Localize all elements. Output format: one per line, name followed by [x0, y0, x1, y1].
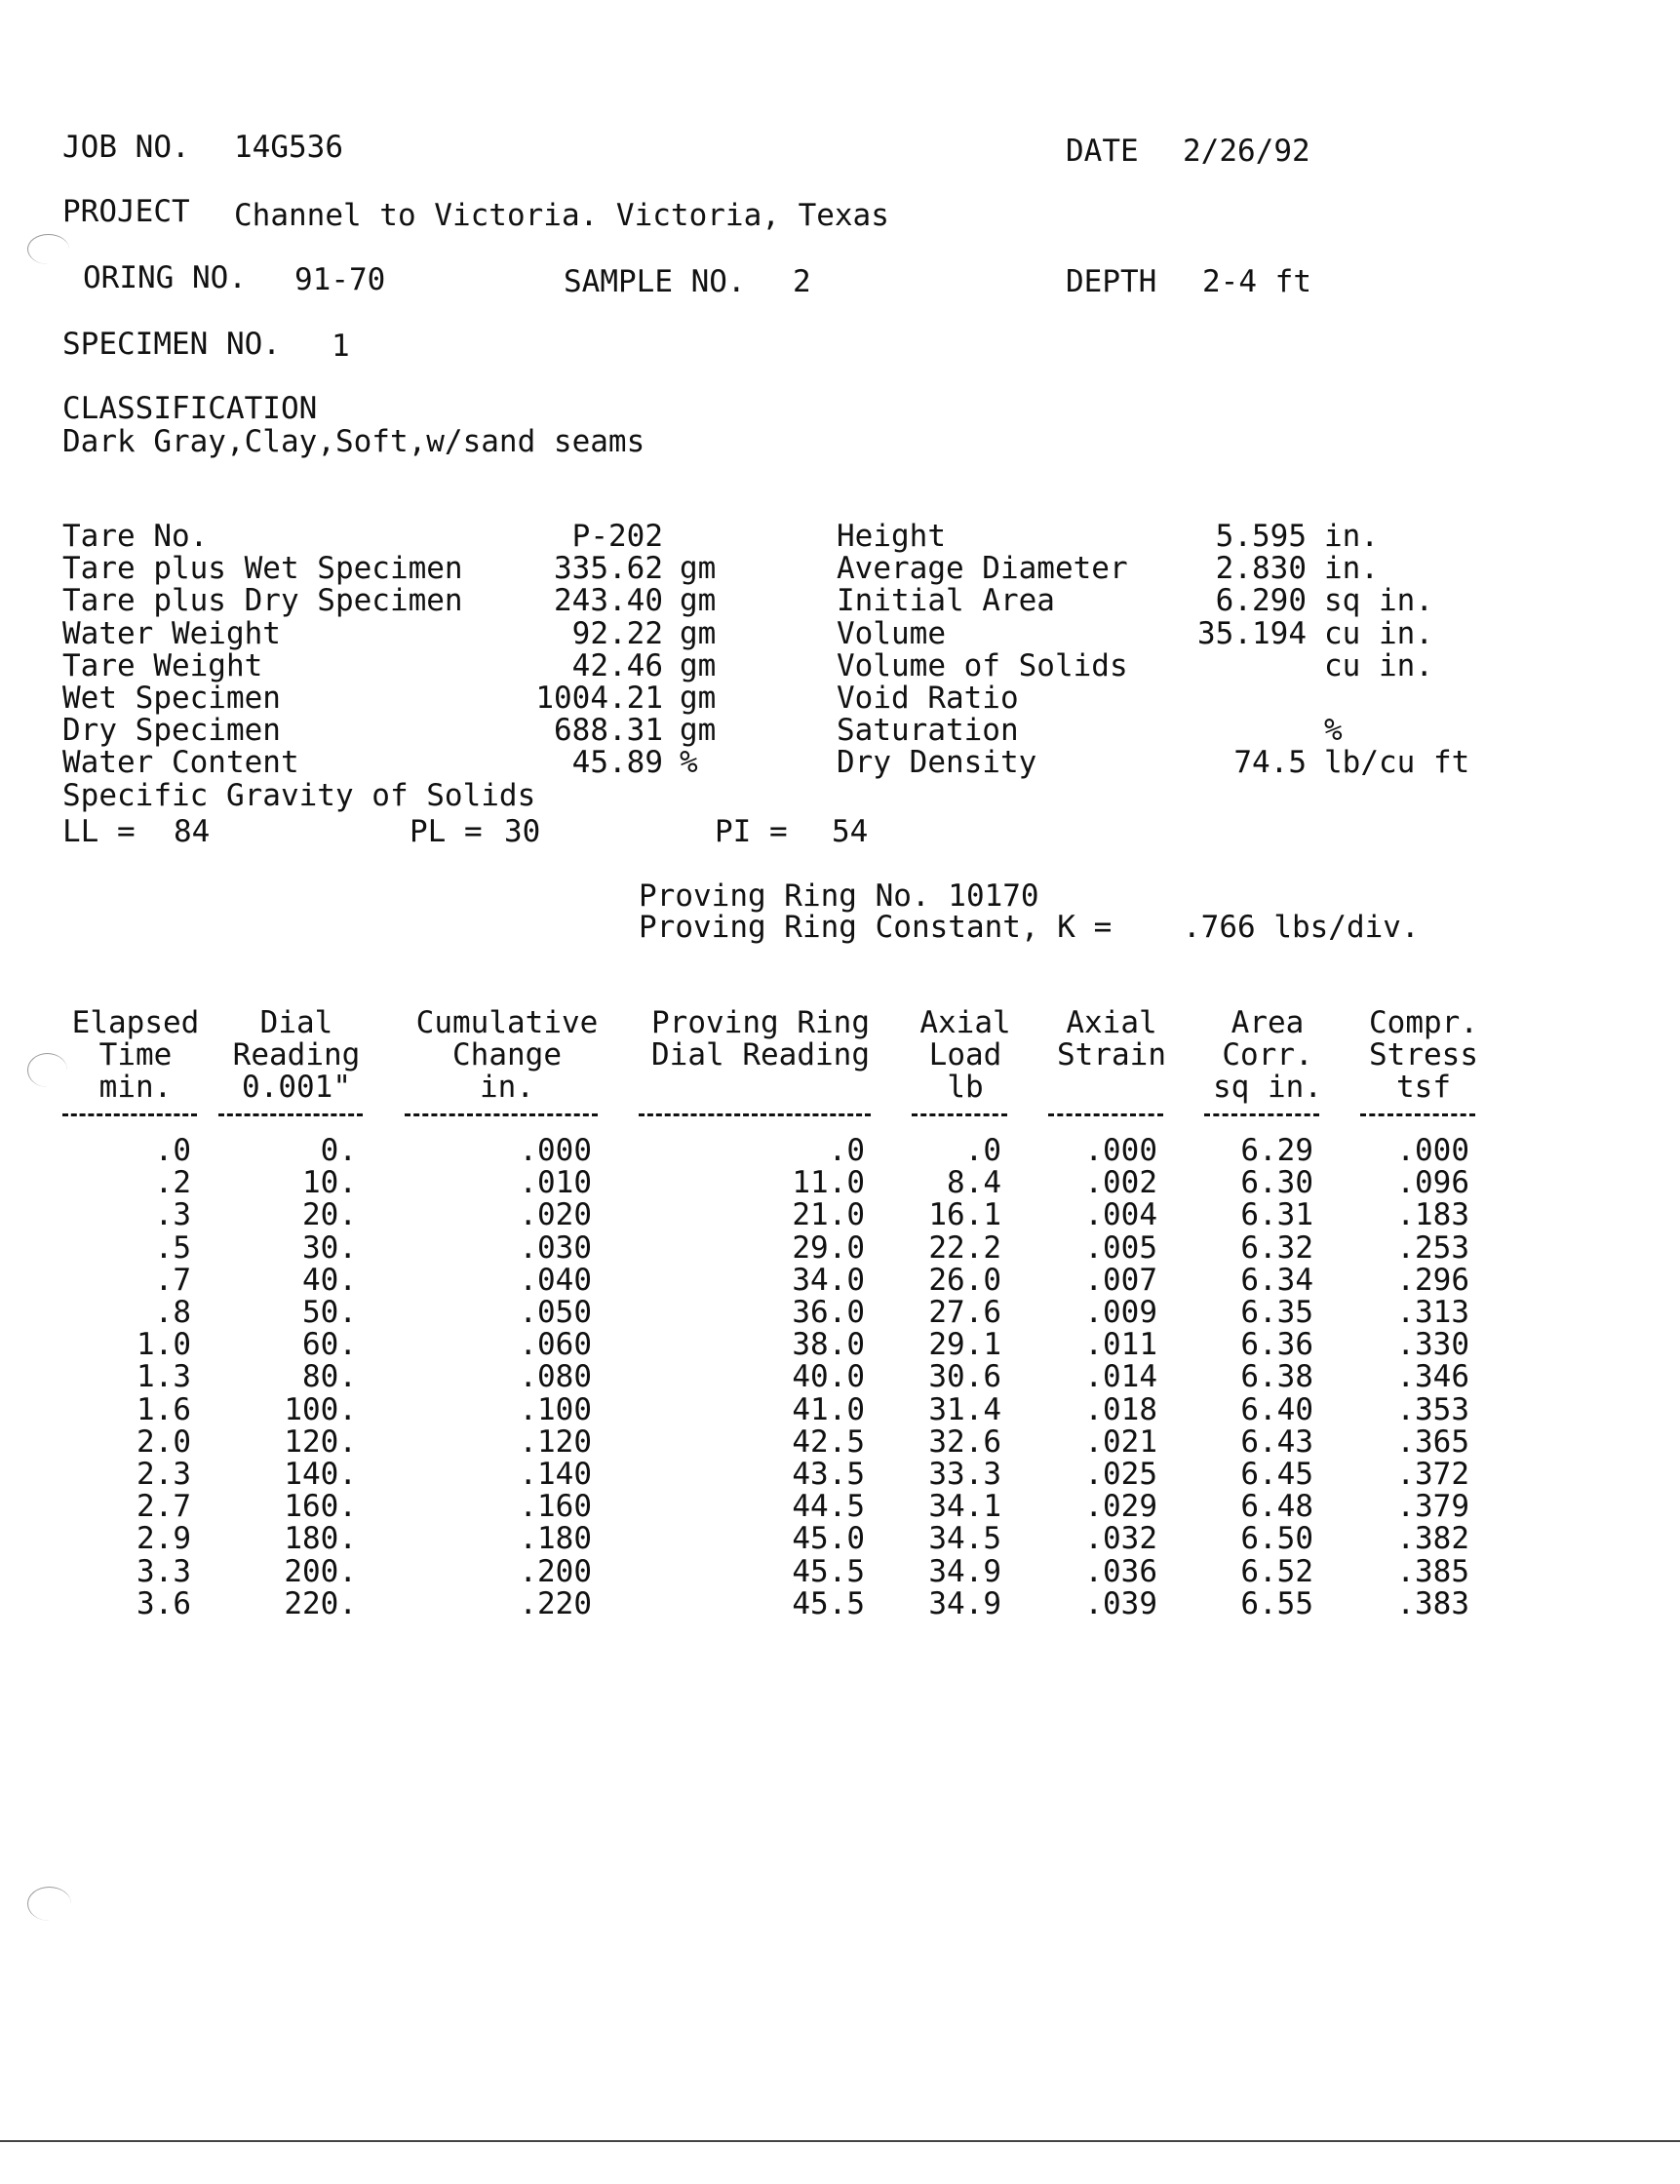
- property-unit: in.: [1324, 519, 1379, 554]
- property-unit: gm: [680, 583, 717, 619]
- property-unit: %: [1324, 713, 1343, 749]
- table-cell-elapsed-time: 3.6: [137, 1585, 191, 1621]
- table-cell-compr-stress: .346: [1396, 1359, 1469, 1395]
- specimen-label: SPECIMEN NO.: [62, 327, 281, 362]
- table-cell-elapsed-time: 1.0: [137, 1327, 191, 1363]
- table-cell-cumulative-change: .080: [519, 1359, 592, 1395]
- property-label: Volume of Solids: [837, 647, 1128, 683]
- table-cell-dial-reading: 180.: [284, 1521, 357, 1557]
- table-cell-cumulative-change: .050: [519, 1295, 592, 1330]
- table-cell-cumulative-change: .180: [519, 1521, 592, 1557]
- header-rule: [218, 1113, 363, 1116]
- table-cell-cumulative-change: .120: [519, 1424, 592, 1460]
- table-cell-axial-strain: .036: [1084, 1553, 1157, 1589]
- table-cell-axial-load: 34.9: [928, 1553, 1001, 1589]
- table-cell-elapsed-time: 2.3: [137, 1457, 191, 1492]
- table-cell-dial-reading: 60.: [302, 1327, 357, 1363]
- date-label: DATE: [1066, 134, 1139, 169]
- table-cell-elapsed-time: 3.3: [137, 1553, 191, 1589]
- table-cell-area-corr: 6.40: [1240, 1391, 1313, 1427]
- table-cell-axial-load: 31.4: [928, 1391, 1001, 1427]
- table-cell-elapsed-time: 2.0: [137, 1424, 191, 1460]
- table-cell-compr-stress: .379: [1396, 1489, 1469, 1525]
- table-cell-proving-ring-reading: 42.5: [792, 1424, 865, 1460]
- table-cell-area-corr: 6.29: [1240, 1133, 1313, 1168]
- table-cell-proving-ring-reading: 43.5: [792, 1457, 865, 1492]
- property-unit: gm: [680, 647, 717, 683]
- property-label: Tare No.: [62, 519, 209, 554]
- table-cell-axial-strain: .011: [1084, 1327, 1157, 1363]
- header-rule: [1204, 1113, 1319, 1116]
- table-cell-proving-ring-reading: 41.0: [792, 1391, 865, 1427]
- column-header-area-corr: Area Corr. sq in.: [1213, 1005, 1322, 1105]
- property-value: 243.40: [554, 583, 663, 619]
- table-cell-axial-strain: .021: [1084, 1424, 1157, 1460]
- table-cell-axial-load: .0: [964, 1133, 1001, 1168]
- table-cell-axial-load: 34.1: [928, 1489, 1001, 1525]
- property-label: Wet Specimen: [62, 681, 281, 716]
- property-unit: cu in.: [1324, 615, 1433, 651]
- depth-label: DEPTH: [1066, 264, 1157, 299]
- classification-label: CLASSIFICATION: [62, 391, 318, 426]
- sample-label: SAMPLE NO.: [564, 264, 746, 299]
- header-rule: [1360, 1113, 1475, 1116]
- proving-ring-number: Proving Ring No. 10170: [639, 878, 1039, 914]
- property-label: Tare plus Wet Specimen: [62, 551, 463, 587]
- table-cell-area-corr: 6.34: [1240, 1262, 1313, 1298]
- table-cell-elapsed-time: 1.6: [137, 1391, 191, 1427]
- column-header-elapsed-time: Elapsed Time min.: [71, 1005, 200, 1105]
- table-cell-axial-load: 16.1: [928, 1197, 1001, 1233]
- table-cell-cumulative-change: .000: [519, 1133, 592, 1168]
- table-cell-axial-load: 26.0: [928, 1262, 1001, 1298]
- table-cell-dial-reading: 160.: [284, 1489, 357, 1525]
- table-cell-dial-reading: 220.: [284, 1585, 357, 1621]
- table-cell-dial-reading: 200.: [284, 1553, 357, 1589]
- project-name: Channel to Victoria. Victoria, Texas: [234, 198, 889, 233]
- table-cell-axial-load: 34.9: [928, 1585, 1001, 1621]
- table-cell-elapsed-time: 2.7: [137, 1489, 191, 1525]
- property-label: Height: [837, 519, 946, 554]
- property-label: Void Ratio: [837, 681, 1019, 716]
- property-unit: gm: [680, 681, 717, 716]
- table-cell-axial-load: 22.2: [928, 1229, 1001, 1266]
- property-value: 5.595: [1215, 519, 1307, 554]
- pl-value: 30: [504, 814, 541, 849]
- table-cell-axial-strain: .029: [1084, 1489, 1157, 1525]
- column-header-proving-ring-reading: Proving Ring Dial Reading: [651, 1005, 870, 1072]
- property-label: Saturation: [837, 713, 1019, 749]
- table-cell-elapsed-time: .0: [154, 1133, 191, 1168]
- table-cell-elapsed-time: .2: [154, 1165, 191, 1201]
- column-header-axial-strain: Axial Strain: [1057, 1005, 1166, 1072]
- proving-ring-constant-label: Proving Ring Constant, K =: [639, 910, 1113, 945]
- table-cell-area-corr: 6.48: [1240, 1489, 1313, 1525]
- bottom-rule: [0, 2140, 1680, 2142]
- table-cell-cumulative-change: .020: [519, 1197, 592, 1233]
- property-unit: lb/cu ft: [1324, 745, 1470, 781]
- table-cell-compr-stress: .253: [1396, 1229, 1469, 1266]
- table-cell-proving-ring-reading: .0: [828, 1133, 865, 1168]
- property-unit: gm: [680, 615, 717, 651]
- table-cell-cumulative-change: .160: [519, 1489, 592, 1525]
- header-rule: [405, 1113, 598, 1116]
- table-cell-cumulative-change: .140: [519, 1457, 592, 1492]
- table-cell-axial-strain: .005: [1084, 1229, 1157, 1266]
- table-cell-dial-reading: 50.: [302, 1295, 357, 1330]
- table-cell-cumulative-change: .040: [519, 1262, 592, 1298]
- property-value: 1004.21: [535, 681, 663, 716]
- property-value: 35.194: [1197, 615, 1307, 651]
- table-cell-proving-ring-reading: 21.0: [792, 1197, 865, 1233]
- table-cell-proving-ring-reading: 38.0: [792, 1327, 865, 1363]
- property-label: Initial Area: [837, 583, 1055, 619]
- table-cell-compr-stress: .385: [1396, 1553, 1469, 1589]
- table-cell-cumulative-change: .010: [519, 1165, 592, 1201]
- job-number: 14G536: [234, 130, 343, 165]
- column-header-dial-reading: Dial Reading 0.001": [232, 1005, 361, 1105]
- table-cell-axial-load: 30.6: [928, 1359, 1001, 1395]
- table-cell-elapsed-time: .3: [154, 1197, 191, 1233]
- property-value: 45.89: [571, 745, 663, 781]
- table-cell-cumulative-change: .060: [519, 1327, 592, 1363]
- property-label: Tare Weight: [62, 647, 263, 683]
- table-cell-compr-stress: .353: [1396, 1391, 1469, 1427]
- property-value: 6.290: [1215, 583, 1307, 619]
- table-cell-axial-strain: .009: [1084, 1295, 1157, 1330]
- column-header-compr-stress: Compr. Stress tsf: [1369, 1005, 1478, 1105]
- header-rule: [62, 1113, 197, 1116]
- table-cell-compr-stress: .313: [1396, 1295, 1469, 1330]
- column-header-cumulative-change: Cumulative Change in.: [415, 1005, 599, 1105]
- property-value: 2.830: [1215, 551, 1307, 587]
- property-label: Tare plus Dry Specimen: [62, 583, 463, 619]
- classification-value: Dark Gray,Clay,Soft,w/sand seams: [62, 424, 645, 459]
- table-cell-axial-load: 32.6: [928, 1424, 1001, 1460]
- table-cell-proving-ring-reading: 45.5: [792, 1585, 865, 1621]
- pl-label: PL =: [410, 814, 483, 849]
- date-value: 2/26/92: [1183, 134, 1310, 169]
- header-rule: [912, 1113, 1007, 1116]
- table-cell-area-corr: 6.43: [1240, 1424, 1313, 1460]
- property-unit: gm: [680, 551, 717, 587]
- column-header-axial-load: Axial Load lb: [919, 1005, 1011, 1105]
- table-cell-compr-stress: .183: [1396, 1197, 1469, 1233]
- property-label: Volume: [837, 615, 946, 651]
- table-cell-dial-reading: 10.: [302, 1165, 357, 1201]
- table-cell-compr-stress: .000: [1396, 1133, 1469, 1168]
- table-cell-dial-reading: 120.: [284, 1424, 357, 1460]
- table-cell-axial-strain: .000: [1084, 1133, 1157, 1168]
- table-cell-area-corr: 6.52: [1240, 1553, 1313, 1589]
- table-cell-elapsed-time: 2.9: [137, 1521, 191, 1557]
- property-unit: gm: [680, 713, 717, 749]
- table-cell-cumulative-change: .220: [519, 1585, 592, 1621]
- header-rule: [639, 1113, 871, 1116]
- sample-number: 2: [793, 264, 811, 299]
- property-label: Dry Specimen: [62, 713, 281, 749]
- property-unit: cu in.: [1324, 647, 1433, 683]
- table-cell-axial-strain: .018: [1084, 1391, 1157, 1427]
- table-cell-proving-ring-reading: 11.0: [792, 1165, 865, 1201]
- property-label: Dry Density: [837, 745, 1037, 781]
- scan-mark: [27, 234, 69, 264]
- property-label: Water Weight: [62, 615, 281, 651]
- table-cell-axial-strain: .025: [1084, 1457, 1157, 1492]
- pi-label: PI =: [715, 814, 788, 849]
- table-cell-cumulative-change: .030: [519, 1229, 592, 1266]
- table-cell-compr-stress: .330: [1396, 1327, 1469, 1363]
- depth-value: 2-4 ft: [1202, 264, 1311, 299]
- table-cell-dial-reading: 80.: [302, 1359, 357, 1395]
- table-cell-axial-load: 34.5: [928, 1521, 1001, 1557]
- table-cell-area-corr: 6.36: [1240, 1327, 1313, 1363]
- table-cell-proving-ring-reading: 45.5: [792, 1553, 865, 1589]
- table-cell-compr-stress: .296: [1396, 1262, 1469, 1298]
- table-cell-proving-ring-reading: 34.0: [792, 1262, 865, 1298]
- property-value: 92.22: [571, 615, 663, 651]
- table-cell-area-corr: 6.55: [1240, 1585, 1313, 1621]
- ll-label: LL =: [62, 814, 136, 849]
- table-cell-dial-reading: 140.: [284, 1457, 357, 1492]
- table-cell-proving-ring-reading: 44.5: [792, 1489, 865, 1525]
- table-cell-compr-stress: .382: [1396, 1521, 1469, 1557]
- table-cell-axial-load: 33.3: [928, 1457, 1001, 1492]
- table-cell-area-corr: 6.38: [1240, 1359, 1313, 1395]
- table-cell-axial-strain: .039: [1084, 1585, 1157, 1621]
- table-cell-axial-strain: .014: [1084, 1359, 1157, 1395]
- table-cell-elapsed-time: .7: [154, 1262, 191, 1298]
- scan-mark: [27, 1887, 71, 1921]
- property-unit: sq in.: [1324, 583, 1433, 619]
- table-cell-elapsed-time: .5: [154, 1229, 191, 1266]
- table-cell-dial-reading: 100.: [284, 1391, 357, 1427]
- property-value: 688.31: [554, 713, 663, 749]
- table-cell-cumulative-change: .200: [519, 1553, 592, 1589]
- property-unit: in.: [1324, 551, 1379, 587]
- table-cell-axial-strain: .007: [1084, 1262, 1157, 1298]
- project-label: PROJECT: [62, 194, 190, 229]
- table-cell-proving-ring-reading: 29.0: [792, 1229, 865, 1266]
- table-cell-compr-stress: .096: [1396, 1165, 1469, 1201]
- table-cell-cumulative-change: .100: [519, 1391, 592, 1427]
- table-cell-area-corr: 6.31: [1240, 1197, 1313, 1233]
- table-cell-area-corr: 6.45: [1240, 1457, 1313, 1492]
- pi-value: 54: [832, 814, 869, 849]
- table-cell-proving-ring-reading: 36.0: [792, 1295, 865, 1330]
- proving-ring-constant-value: .766 lbs/div.: [1183, 910, 1420, 945]
- table-cell-dial-reading: 0.: [320, 1133, 357, 1168]
- table-cell-area-corr: 6.32: [1240, 1229, 1313, 1266]
- table-cell-dial-reading: 40.: [302, 1262, 357, 1298]
- table-cell-axial-load: 8.4: [947, 1165, 1001, 1201]
- job-label: JOB NO.: [62, 130, 190, 165]
- property-value: 74.5: [1233, 745, 1307, 781]
- table-cell-axial-load: 27.6: [928, 1295, 1001, 1330]
- table-cell-axial-strain: .002: [1084, 1165, 1157, 1201]
- property-value: 42.46: [571, 647, 663, 683]
- header-rule: [1048, 1113, 1163, 1116]
- table-cell-axial-load: 29.1: [928, 1327, 1001, 1363]
- property-unit: %: [680, 745, 698, 781]
- specimen-number: 1: [332, 329, 350, 364]
- ll-value: 84: [174, 814, 211, 849]
- table-cell-proving-ring-reading: 45.0: [792, 1521, 865, 1557]
- property-label: Specific Gravity of Solids: [62, 777, 536, 813]
- table-cell-area-corr: 6.30: [1240, 1165, 1313, 1201]
- table-cell-dial-reading: 20.: [302, 1197, 357, 1233]
- table-cell-elapsed-time: .8: [154, 1295, 191, 1330]
- table-cell-compr-stress: .383: [1396, 1585, 1469, 1621]
- table-cell-axial-strain: .004: [1084, 1197, 1157, 1233]
- property-label: Water Content: [62, 745, 299, 781]
- property-label: Average Diameter: [837, 551, 1128, 587]
- table-cell-area-corr: 6.35: [1240, 1295, 1313, 1330]
- property-value: P-202: [571, 519, 663, 554]
- boring-number: 91-70: [294, 262, 386, 297]
- boring-label: ORING NO.: [83, 260, 247, 295]
- scan-mark: [27, 1053, 67, 1087]
- table-cell-area-corr: 6.50: [1240, 1521, 1313, 1557]
- table-cell-elapsed-time: 1.3: [137, 1359, 191, 1395]
- table-cell-compr-stress: .365: [1396, 1424, 1469, 1460]
- property-value: 335.62: [554, 551, 663, 587]
- table-cell-dial-reading: 30.: [302, 1229, 357, 1266]
- table-cell-axial-strain: .032: [1084, 1521, 1157, 1557]
- table-cell-proving-ring-reading: 40.0: [792, 1359, 865, 1395]
- table-cell-compr-stress: .372: [1396, 1457, 1469, 1492]
